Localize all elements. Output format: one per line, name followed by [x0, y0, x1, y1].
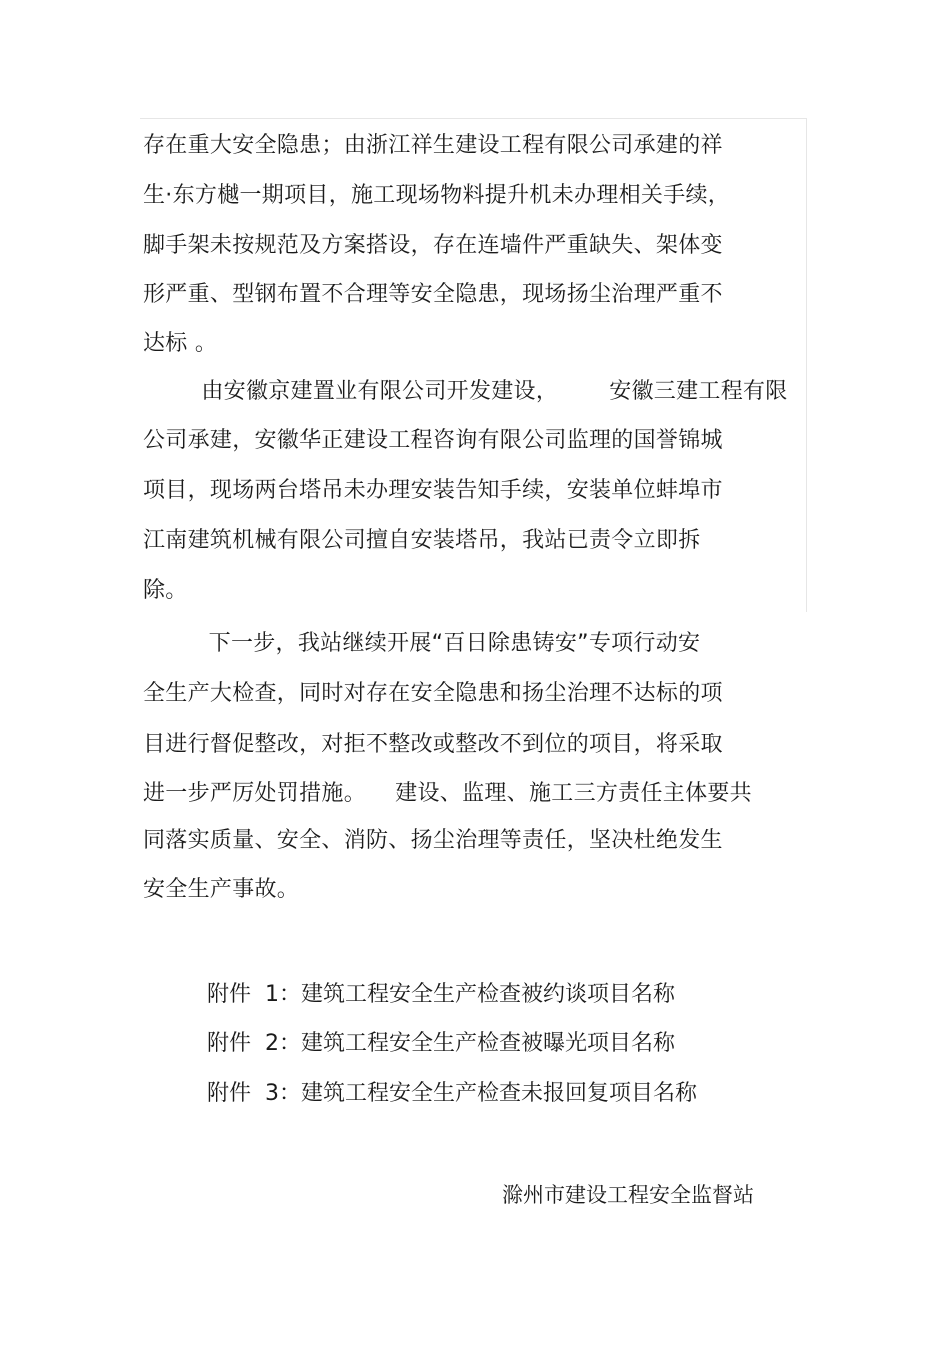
body-line: 脚手架未按规范及方案搭设，存在连墙件严重缺失、架体变 [143, 233, 723, 258]
body-line: 项目，现场两台塔吊未办理安装告知手续，安装单位蚌埠市 [143, 478, 723, 503]
body-line: 存在重大安全隐患；由浙江祥生建设工程有限公司承建的祥 [143, 133, 723, 158]
body-line: 生·东方樾一期项目，施工现场物料提升机未办理相关手续， [143, 183, 731, 208]
body-line: 目进行督促整改，对拒不整改或整改不到位的项目，将采取 [143, 732, 723, 757]
issuer-signature: 滁州市建设工程安全监督站 [502, 1183, 754, 1207]
body-line: 公司承建，安徽华正建设工程咨询有限公司监理的国誉锦城 [143, 428, 723, 453]
body-line: 除。 [143, 578, 188, 603]
body-line: 下一步，我站继续开展“百日除患铸安”专项行动安 [143, 631, 701, 656]
body-line: 达标 。 [143, 331, 218, 356]
attachment-item: 附件 1：建筑工程安全生产检查被约谈项目名称 [207, 982, 675, 1007]
body-line: 进一步严厉处罚措施。 建设、监理、施工三方责任主体要共 [143, 781, 752, 806]
attachment-item: 附件 2：建筑工程安全生产检查被曝光项目名称 [207, 1031, 675, 1056]
body-line: 江南建筑机械有限公司擅自安装塔吊，我站已责令立即拆 [143, 528, 701, 553]
body-line: 全生产大检查，同时对存在安全隐患和扬尘治理不达标的项 [143, 681, 723, 706]
attachment-item: 附件 3：建筑工程安全生产检查未报回复项目名称 [207, 1081, 697, 1106]
body-line: 同落实质量、安全、消防、扬尘治理等责任，坚决杜绝发生 [143, 828, 723, 853]
body-line: 安全生产事故。 [143, 877, 300, 902]
body-line: 形严重、型钢布置不合理等安全隐患，现场扬尘治理严重不 [143, 282, 723, 307]
body-line: 由安徽京建置业有限公司开发建设， 安徽三建工程有限 [143, 379, 788, 404]
